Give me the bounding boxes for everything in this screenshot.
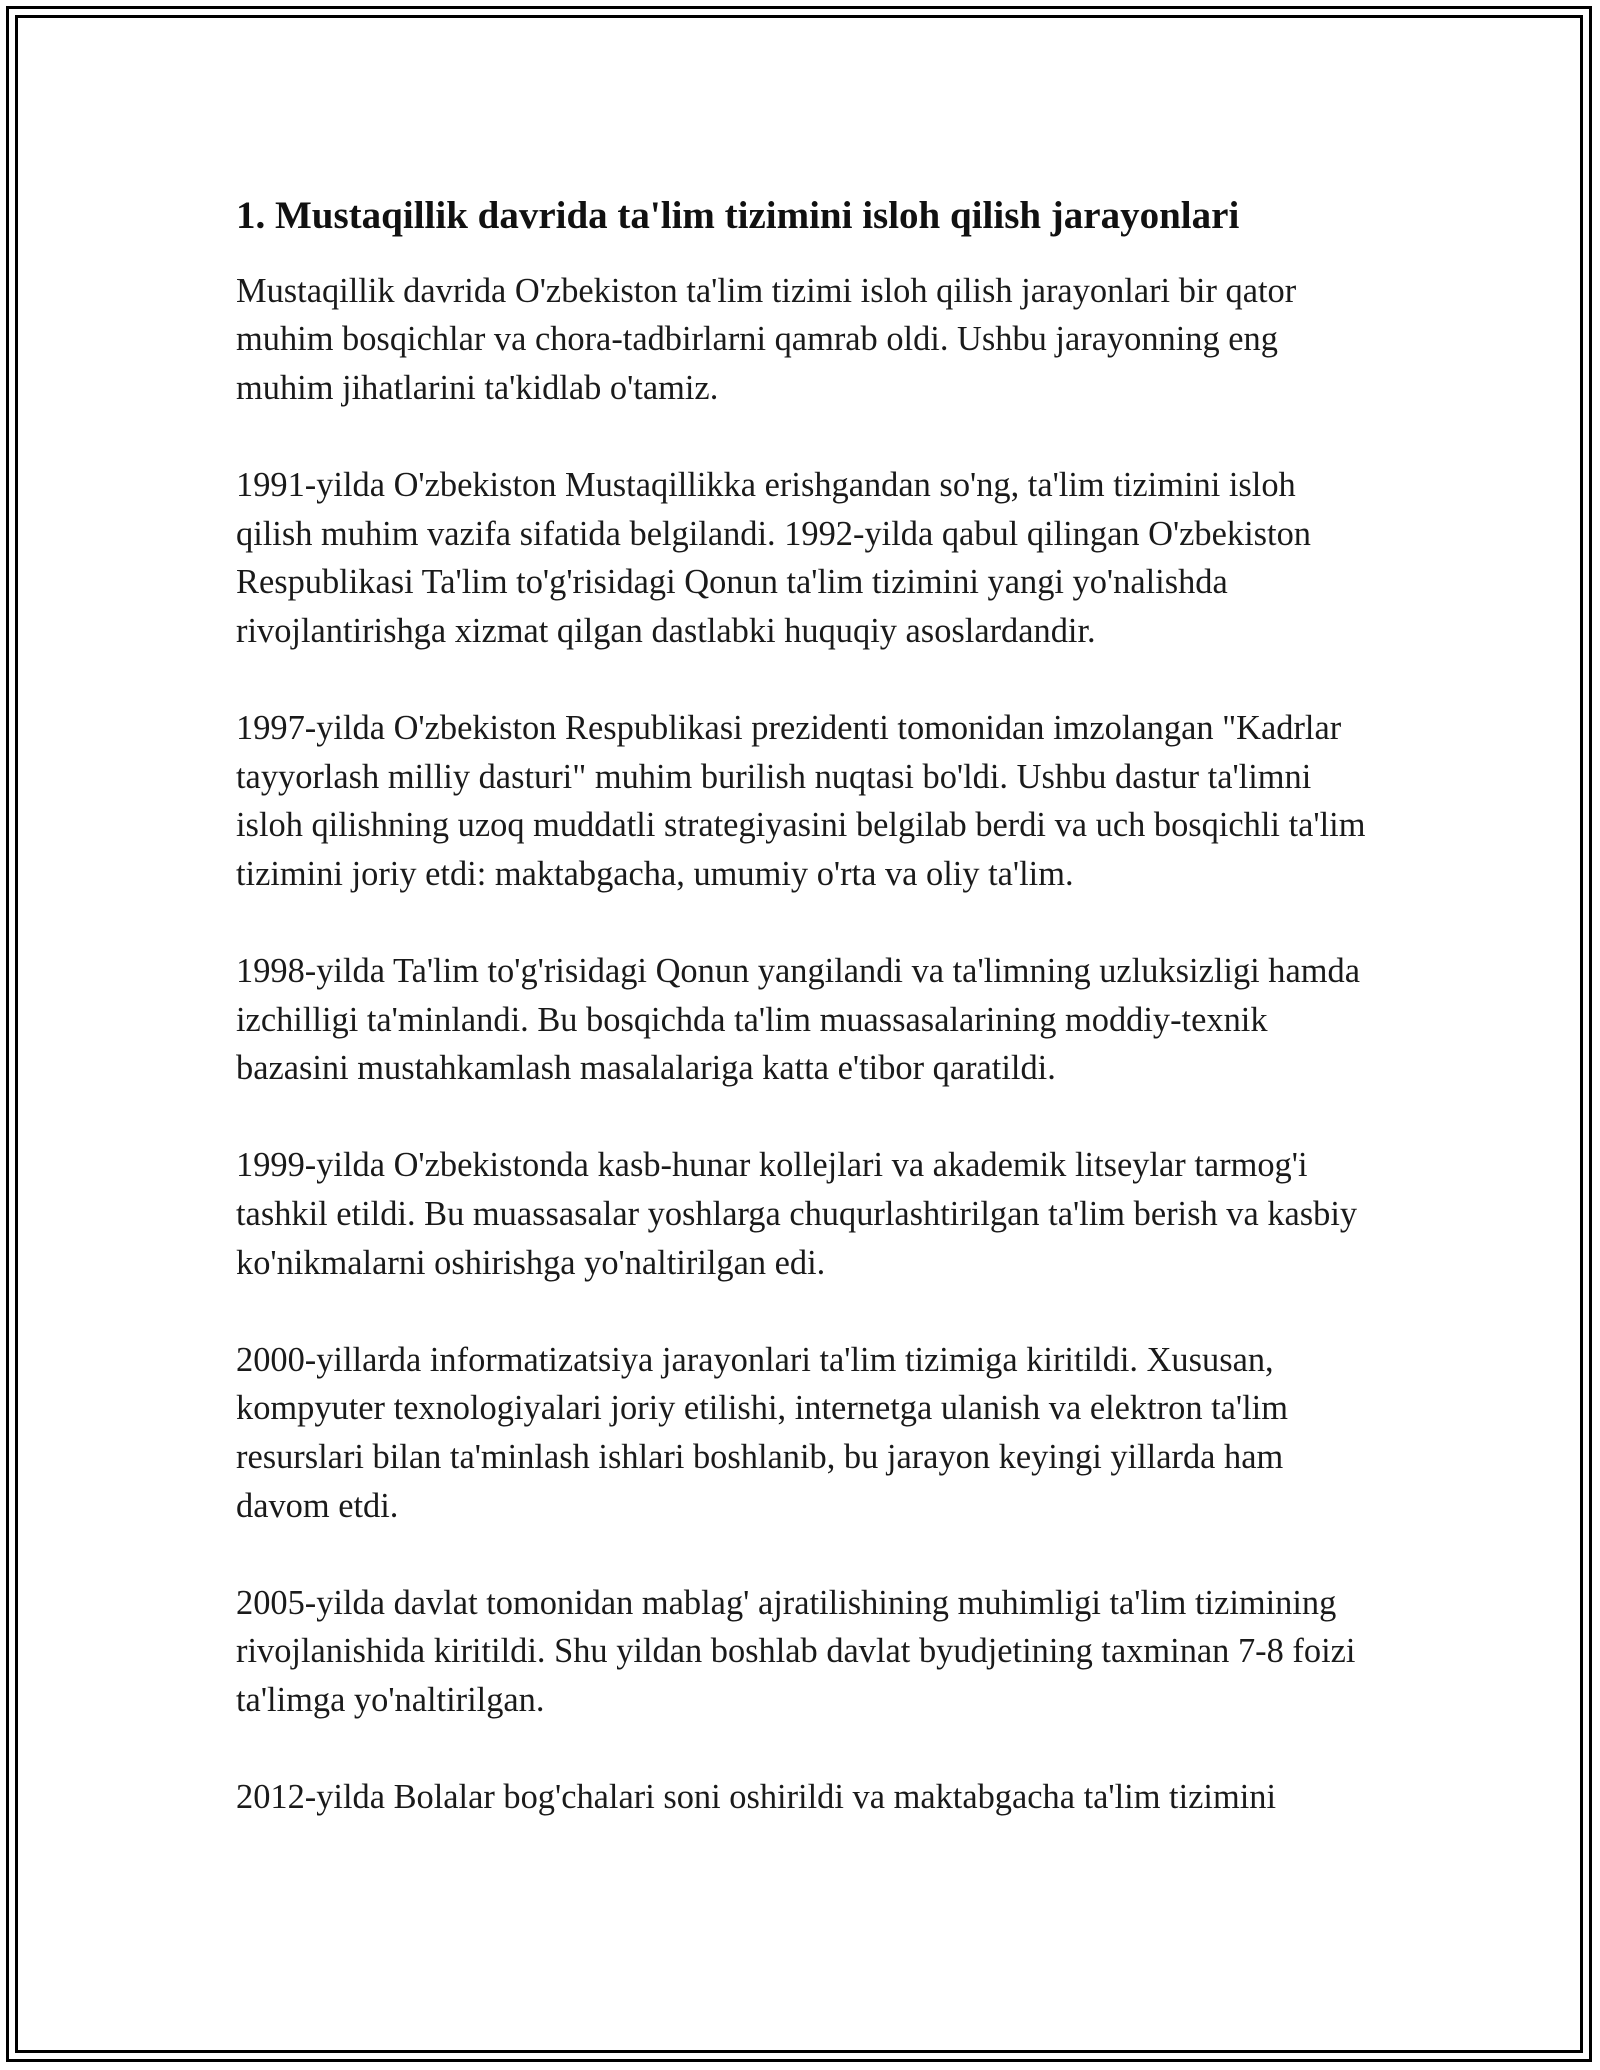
paragraph-1999: 1999-yilda O'zbekistonda kasb-hunar kollejlari va akademik litseylar tarmog'i tashkil etildi. Bu muassasalar yoshlarga chuqurlashtirilgan ta'lim berish va kasbiy ko'nikmalarni oshirishga yo'naltirilgan edi.: [236, 1146, 1358, 1282]
paragraph-intro: Mustaqillik davrida O'zbekiston ta'lim tizimi isloh qilish jarayonlari bir qator muhim bosqichlar va chora-tadbirlarni qamrab oldi. Ushbu jarayonning eng muhim jihatlarini ta'kidlab o'tamiz.: [236, 271, 1297, 407]
paragraph-2005: 2005-yilda davlat tomonidan mablag' ajratilishining muhimligi ta'lim tizimining rivojlanishida kiritildi. Shu yildan boshlab davlat byudjetining taxminan 7-8 foizi ta'limga yo'naltirilgan.: [236, 1583, 1356, 1720]
paragraph-1991: 1991-yilda O'zbekiston Mustaqillikka erishgandan so'ng, ta'lim tizimini isloh qilish muhim vazifa sifatida belgilandi. 1992-yilda qabul qilingan O'zbekiston Respublikasi Ta'lim to'g'risidagi Qonun ta'lim tizimini yangi yo'nalishda rivojlantirishga xizmat qilgan dastlabki huquqiy asoslardandir.: [236, 466, 1311, 650]
section-heading: 1. Mustaqillik davrida ta'lim tizimini isloh qilish jarayonlari: [236, 194, 1240, 237]
document-body: [236, 180, 1376, 1870]
paragraph-2012: 2012-yilda Bolalar bog'chalari soni oshirildi va maktabgacha ta'lim tizimini: [236, 1778, 1277, 1817]
paragraph-1997: 1997-yilda O'zbekiston Respublikasi prezidenti tomonidan imzolangan "Kadrlar tayyorlash milliy dasturi" muhim burilish nuqtasi bo'ldi. Ushbu dastur ta'limni isloh qilishning uzoq muddatli strategiyasini belgilab berdi va uch bosqichli ta'lim tizimini joriy etdi: maktabgacha, umumiy o'rta va oliy ta'lim.: [236, 709, 1366, 893]
paragraph-2000s: 2000-yillarda informatizatsiya jarayonlari ta'lim tizimiga kiritildi. Xususan, kompyuter texnologiyalari joriy etilishi, internetga ulanish va elektron ta'lim resurslari bilan ta'minlash ishlari boshlanib, bu jarayon keyingi yillarda ham davom etdi.: [236, 1340, 1288, 1525]
paragraph-1998: 1998-yilda Ta'lim to'g'risidagi Qonun yangilandi va ta'limning uzluksizligi hamda izchilligi ta'minlandi. Bu bosqichda ta'lim muassasalarining moddiy-texnik bazasini mustahkamlash masalalariga katta e'tibor qaratildi.: [236, 952, 1360, 1088]
